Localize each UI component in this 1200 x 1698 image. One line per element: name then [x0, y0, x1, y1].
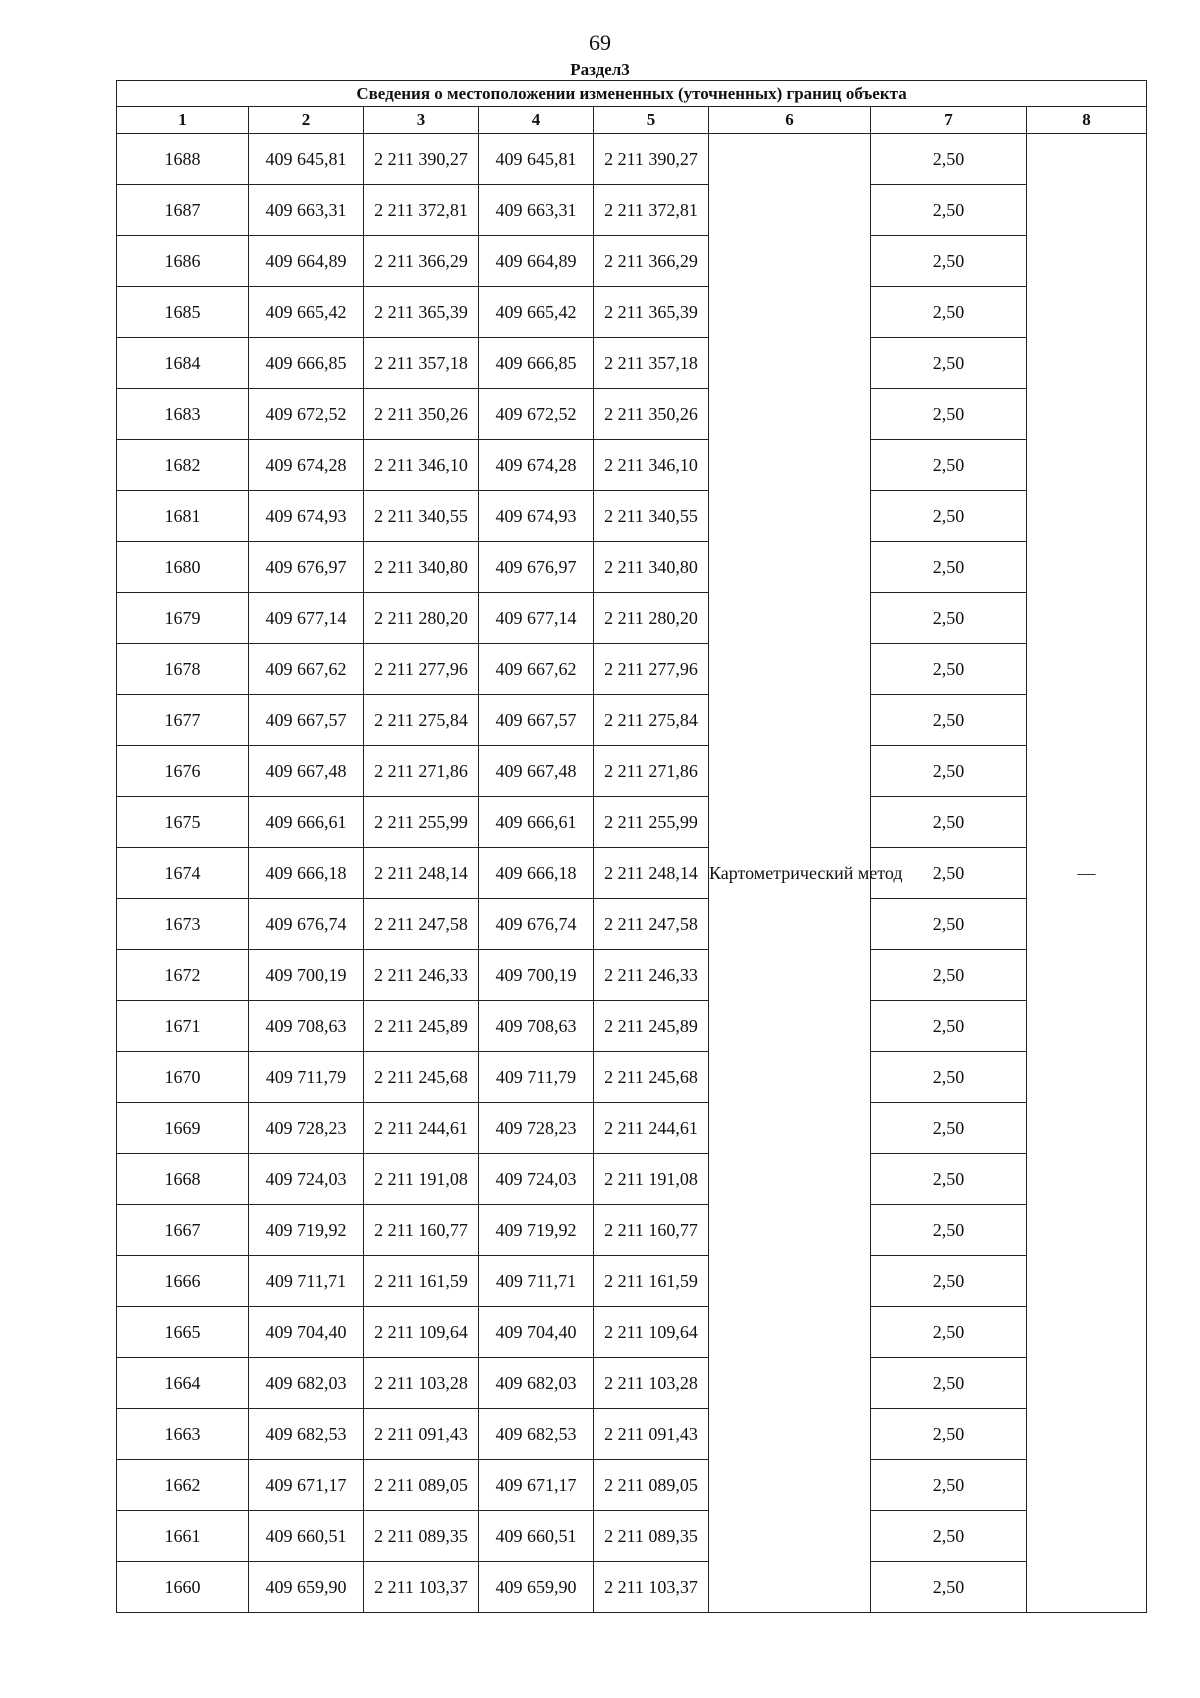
- cell-x-new: 409 724,03: [479, 1154, 594, 1205]
- cell-x-new: 409 711,79: [479, 1052, 594, 1103]
- cell-precision: 2,50: [871, 1307, 1027, 1358]
- table-row: [117, 899, 1147, 950]
- cell-x-old: 409 674,28: [249, 440, 364, 491]
- cell-x-old: 409 719,92: [249, 1205, 364, 1256]
- cell-y-new: 2 211 103,37: [594, 1562, 709, 1613]
- cell-x-old: 409 672,52: [249, 389, 364, 440]
- cell-x-new: 409 704,40: [479, 1307, 594, 1358]
- cell-x-new: 409 676,74: [479, 899, 594, 950]
- cell-y-old: 2 211 280,20: [364, 593, 479, 644]
- cell-x-old: 409 667,57: [249, 695, 364, 746]
- cell-precision: 2,50: [871, 338, 1027, 389]
- cell-precision: 2,50: [871, 1256, 1027, 1307]
- cell-y-new: 2 211 340,80: [594, 542, 709, 593]
- cell-y-new: 2 211 365,39: [594, 287, 709, 338]
- table-row: [117, 1409, 1147, 1460]
- table-row: [117, 1205, 1147, 1256]
- cell-y-old: 2 211 340,55: [364, 491, 479, 542]
- cell-y-new: 2 211 340,55: [594, 491, 709, 542]
- cell-point: 1671: [117, 1001, 249, 1052]
- cell-x-old: 409 682,53: [249, 1409, 364, 1460]
- table-row: [117, 542, 1147, 593]
- cell-x-new: 409 711,71: [479, 1256, 594, 1307]
- cell-point: 1667: [117, 1205, 249, 1256]
- cell-precision: 2,50: [871, 644, 1027, 695]
- cell-y-new: 2 211 366,29: [594, 236, 709, 287]
- table-row: [117, 287, 1147, 338]
- cell-y-new: 2 211 089,05: [594, 1460, 709, 1511]
- cell-point: 1678: [117, 644, 249, 695]
- cell-point: 1682: [117, 440, 249, 491]
- table-row: [117, 338, 1147, 389]
- cell-precision: 2,50: [871, 134, 1027, 185]
- cell-y-new: 2 211 248,14: [594, 848, 709, 899]
- cell-x-old: 409 708,63: [249, 1001, 364, 1052]
- cell-x-old: 409 660,51: [249, 1511, 364, 1562]
- table-row: [117, 797, 1147, 848]
- cell-point: 1665: [117, 1307, 249, 1358]
- column-number-row: [117, 107, 1147, 134]
- cell-point: 1681: [117, 491, 249, 542]
- cell-point: 1668: [117, 1154, 249, 1205]
- cell-y-new: 2 211 255,99: [594, 797, 709, 848]
- cell-precision: 2,50: [871, 1001, 1027, 1052]
- cell-y-new: 2 211 109,64: [594, 1307, 709, 1358]
- cell-x-old: 409 671,17: [249, 1460, 364, 1511]
- cell-y-old: 2 211 161,59: [364, 1256, 479, 1307]
- cell-x-new: 409 676,97: [479, 542, 594, 593]
- cell-y-old: 2 211 103,28: [364, 1358, 479, 1409]
- table-row: [117, 1001, 1147, 1052]
- cell-y-old: 2 211 160,77: [364, 1205, 479, 1256]
- cell-precision: 2,50: [871, 1103, 1027, 1154]
- cell-y-old: 2 211 271,86: [364, 746, 479, 797]
- cell-x-old: 409 724,03: [249, 1154, 364, 1205]
- cell-x-new: 409 667,62: [479, 644, 594, 695]
- cell-x-new: 409 667,57: [479, 695, 594, 746]
- cell-point: 1688: [117, 134, 249, 185]
- cell-y-old: 2 211 109,64: [364, 1307, 479, 1358]
- cell-y-old: 2 211 246,33: [364, 950, 479, 1001]
- cell-y-new: 2 211 160,77: [594, 1205, 709, 1256]
- cell-y-old: 2 211 275,84: [364, 695, 479, 746]
- cell-precision: 2,50: [871, 440, 1027, 491]
- cell-precision: 2,50: [871, 593, 1027, 644]
- table-caption: Сведения о местоположении измененных (уточненных) границ объекта: [117, 81, 1147, 107]
- table-row: [117, 1358, 1147, 1409]
- cell-x-new: 409 663,31: [479, 185, 594, 236]
- cell-point: 1680: [117, 542, 249, 593]
- cell-y-new: 2 211 247,58: [594, 899, 709, 950]
- cell-point: 1664: [117, 1358, 249, 1409]
- column-number-7: 7: [871, 107, 1027, 134]
- cell-x-new: 409 667,48: [479, 746, 594, 797]
- cell-y-old: 2 211 255,99: [364, 797, 479, 848]
- cell-point: 1662: [117, 1460, 249, 1511]
- cell-y-old: 2 211 366,29: [364, 236, 479, 287]
- cell-point: 1674: [117, 848, 249, 899]
- table-row: [117, 1052, 1147, 1103]
- cell-x-old: 409 665,42: [249, 287, 364, 338]
- cell-x-old: 409 674,93: [249, 491, 364, 542]
- cell-precision: 2,50: [871, 1460, 1027, 1511]
- cell-x-old: 409 677,14: [249, 593, 364, 644]
- column-number-8: 8: [1027, 107, 1147, 134]
- cell-y-new: 2 211 346,10: [594, 440, 709, 491]
- cell-point: 1672: [117, 950, 249, 1001]
- cell-y-new: 2 211 245,89: [594, 1001, 709, 1052]
- cell-y-new: 2 211 357,18: [594, 338, 709, 389]
- cell-x-old: 409 666,18: [249, 848, 364, 899]
- cell-precision: 2,50: [871, 287, 1027, 338]
- cell-precision: 2,50: [871, 1409, 1027, 1460]
- table-row: [117, 491, 1147, 542]
- cell-x-new: 409 666,18: [479, 848, 594, 899]
- cell-x-new: 409 682,53: [479, 1409, 594, 1460]
- cell-note: —: [1027, 134, 1147, 1613]
- cell-x-new: 409 645,81: [479, 134, 594, 185]
- cell-x-old: 409 728,23: [249, 1103, 364, 1154]
- cell-y-old: 2 211 245,89: [364, 1001, 479, 1052]
- cell-y-new: 2 211 244,61: [594, 1103, 709, 1154]
- cell-y-old: 2 211 089,05: [364, 1460, 479, 1511]
- cell-x-new: 409 728,23: [479, 1103, 594, 1154]
- page-number: 69: [589, 30, 611, 55]
- cell-x-old: 409 676,97: [249, 542, 364, 593]
- table-row: [117, 848, 1147, 899]
- cell-x-old: 409 667,48: [249, 746, 364, 797]
- column-number-5: 5: [594, 107, 709, 134]
- cell-precision: 2,50: [871, 848, 1027, 899]
- table-row: [117, 644, 1147, 695]
- cell-point: 1677: [117, 695, 249, 746]
- cell-y-old: 2 211 346,10: [364, 440, 479, 491]
- cell-y-old: 2 211 357,18: [364, 338, 479, 389]
- cell-x-old: 409 700,19: [249, 950, 364, 1001]
- table-row: [117, 1562, 1147, 1613]
- cell-precision: 2,50: [871, 389, 1027, 440]
- cell-x-new: 409 665,42: [479, 287, 594, 338]
- table-row: [117, 1460, 1147, 1511]
- cell-method: Картометрический метод: [709, 134, 871, 1613]
- cell-point: 1685: [117, 287, 249, 338]
- cell-x-new: 409 674,28: [479, 440, 594, 491]
- cell-precision: 2,50: [871, 1511, 1027, 1562]
- cell-x-new: 409 666,61: [479, 797, 594, 848]
- table-row: [117, 185, 1147, 236]
- cell-x-old: 409 663,31: [249, 185, 364, 236]
- cell-x-old: 409 704,40: [249, 1307, 364, 1358]
- cell-x-new: 409 700,19: [479, 950, 594, 1001]
- cell-y-old: 2 211 091,43: [364, 1409, 479, 1460]
- cell-y-new: 2 211 191,08: [594, 1154, 709, 1205]
- cell-y-old: 2 211 247,58: [364, 899, 479, 950]
- cell-point: 1684: [117, 338, 249, 389]
- cell-y-new: 2 211 390,27: [594, 134, 709, 185]
- cell-y-new: 2 211 103,28: [594, 1358, 709, 1409]
- cell-y-old: 2 211 372,81: [364, 185, 479, 236]
- cell-precision: 2,50: [871, 1205, 1027, 1256]
- column-number-3: 3: [364, 107, 479, 134]
- table-row: [117, 1154, 1147, 1205]
- cell-x-old: 409 664,89: [249, 236, 364, 287]
- cell-point: 1660: [117, 1562, 249, 1613]
- cell-y-new: 2 211 246,33: [594, 950, 709, 1001]
- cell-x-old: 409 666,85: [249, 338, 364, 389]
- column-number-6: 6: [709, 107, 871, 134]
- cell-x-new: 409 659,90: [479, 1562, 594, 1613]
- cell-y-new: 2 211 245,68: [594, 1052, 709, 1103]
- cell-x-old: 409 645,81: [249, 134, 364, 185]
- cell-precision: 2,50: [871, 695, 1027, 746]
- cell-x-new: 409 719,92: [479, 1205, 594, 1256]
- cell-y-new: 2 211 280,20: [594, 593, 709, 644]
- cell-precision: 2,50: [871, 1358, 1027, 1409]
- cell-y-new: 2 211 277,96: [594, 644, 709, 695]
- table-row: [117, 1256, 1147, 1307]
- table-row: [117, 746, 1147, 797]
- cell-x-new: 409 672,52: [479, 389, 594, 440]
- cell-point: 1687: [117, 185, 249, 236]
- cell-y-old: 2 211 277,96: [364, 644, 479, 695]
- cell-precision: 2,50: [871, 797, 1027, 848]
- cell-y-old: 2 211 244,61: [364, 1103, 479, 1154]
- cell-precision: 2,50: [871, 899, 1027, 950]
- table-body: [117, 134, 1147, 1613]
- table-row: [117, 1511, 1147, 1562]
- table-row: [117, 440, 1147, 491]
- cell-y-new: 2 211 161,59: [594, 1256, 709, 1307]
- boundary-coordinates-table: [116, 80, 1147, 1613]
- cell-y-old: 2 211 248,14: [364, 848, 479, 899]
- cell-y-old: 2 211 191,08: [364, 1154, 479, 1205]
- cell-y-old: 2 211 390,27: [364, 134, 479, 185]
- cell-x-old: 409 667,62: [249, 644, 364, 695]
- cell-precision: 2,50: [871, 185, 1027, 236]
- cell-point: 1661: [117, 1511, 249, 1562]
- section-title: Раздел3: [570, 60, 630, 79]
- cell-precision: 2,50: [871, 1052, 1027, 1103]
- cell-x-old: 409 676,74: [249, 899, 364, 950]
- cell-precision: 2,50: [871, 542, 1027, 593]
- cell-precision: 2,50: [871, 1154, 1027, 1205]
- cell-point: 1683: [117, 389, 249, 440]
- cell-precision: 2,50: [871, 950, 1027, 1001]
- cell-point: 1663: [117, 1409, 249, 1460]
- cell-y-old: 2 211 103,37: [364, 1562, 479, 1613]
- cell-x-old: 409 666,61: [249, 797, 364, 848]
- column-number-1: 1: [117, 107, 249, 134]
- cell-x-old: 409 711,71: [249, 1256, 364, 1307]
- cell-point: 1676: [117, 746, 249, 797]
- cell-y-new: 2 211 271,86: [594, 746, 709, 797]
- table-row: [117, 236, 1147, 287]
- cell-x-new: 409 671,17: [479, 1460, 594, 1511]
- cell-point: 1670: [117, 1052, 249, 1103]
- cell-x-new: 409 708,63: [479, 1001, 594, 1052]
- table-row: [117, 950, 1147, 1001]
- cell-y-new: 2 211 089,35: [594, 1511, 709, 1562]
- table-row: [117, 593, 1147, 644]
- cell-y-new: 2 211 091,43: [594, 1409, 709, 1460]
- cell-x-new: 409 664,89: [479, 236, 594, 287]
- table-row: [117, 1103, 1147, 1154]
- cell-x-new: 409 682,03: [479, 1358, 594, 1409]
- cell-point: 1686: [117, 236, 249, 287]
- cell-point: 1669: [117, 1103, 249, 1154]
- cell-point: 1673: [117, 899, 249, 950]
- cell-precision: 2,50: [871, 236, 1027, 287]
- cell-x-new: 409 660,51: [479, 1511, 594, 1562]
- cell-precision: 2,50: [871, 746, 1027, 797]
- column-number-4: 4: [479, 107, 594, 134]
- cell-x-new: 409 666,85: [479, 338, 594, 389]
- cell-y-new: 2 211 275,84: [594, 695, 709, 746]
- cell-y-old: 2 211 089,35: [364, 1511, 479, 1562]
- cell-precision: 2,50: [871, 1562, 1027, 1613]
- cell-y-new: 2 211 350,26: [594, 389, 709, 440]
- cell-point: 1679: [117, 593, 249, 644]
- cell-y-old: 2 211 245,68: [364, 1052, 479, 1103]
- table-row: [117, 134, 1147, 185]
- table-row: [117, 1307, 1147, 1358]
- cell-y-old: 2 211 340,80: [364, 542, 479, 593]
- cell-y-old: 2 211 365,39: [364, 287, 479, 338]
- cell-x-old: 409 682,03: [249, 1358, 364, 1409]
- cell-x-old: 409 711,79: [249, 1052, 364, 1103]
- cell-y-new: 2 211 372,81: [594, 185, 709, 236]
- cell-point: 1675: [117, 797, 249, 848]
- cell-x-new: 409 674,93: [479, 491, 594, 542]
- table-row: [117, 389, 1147, 440]
- cell-y-old: 2 211 350,26: [364, 389, 479, 440]
- table-row: [117, 695, 1147, 746]
- cell-precision: 2,50: [871, 491, 1027, 542]
- cell-point: 1666: [117, 1256, 249, 1307]
- cell-x-old: 409 659,90: [249, 1562, 364, 1613]
- cell-x-new: 409 677,14: [479, 593, 594, 644]
- column-number-2: 2: [249, 107, 364, 134]
